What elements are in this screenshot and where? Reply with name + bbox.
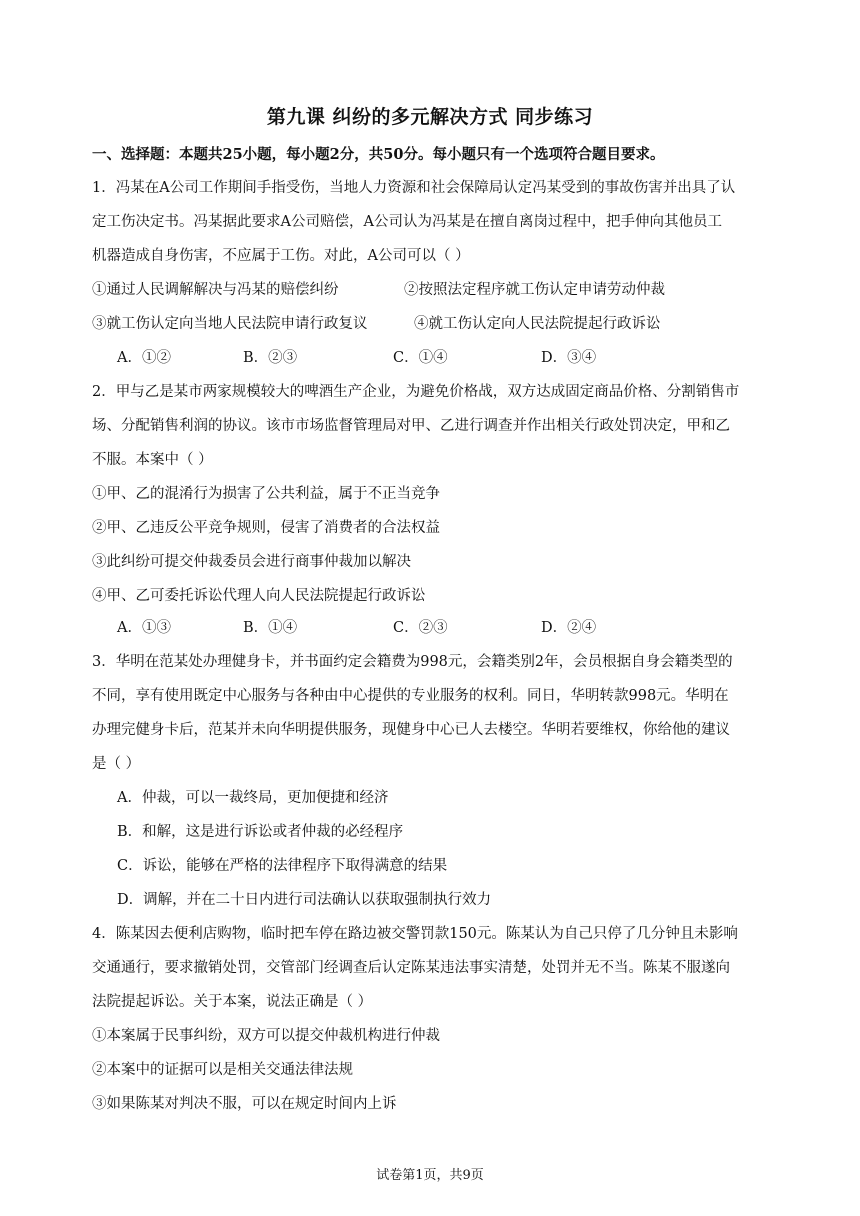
- q4-stem-line1: 4．陈某因去便利店购物，临时把车停在路边被交警罚款150元。陈某认为自己只停了几分钟且未影响: [92, 926, 738, 942]
- q2-option-b: B．①④: [243, 620, 298, 636]
- q1-stem-line2: 定工伤决定书。冯某据此要求A公司赔偿，A公司认为冯某是在擅自离岗过程中，把手伸向其他员工: [92, 214, 722, 230]
- q2-option-a: A．①③: [117, 620, 171, 636]
- q3-stem-line1: 3．华明在范某处办理健身卡，并书面约定会籍费为998元，会籍类别2年，会员根据自身会籍类型的: [92, 654, 733, 670]
- q3-stem-line3: 办理完健身卡后，范某并未向华明提供服务，现健身中心已人去楼空。华明若要维权，你给他的建议: [92, 722, 730, 738]
- q2-stem-line3: 不服。本案中（ ）: [92, 452, 213, 468]
- q4-stem-line3: 法院提起诉讼。关于本案，说法正确是（ ）: [92, 994, 373, 1010]
- q3-option-b: B．和解，这是进行诉讼或者仲裁的必经程序: [117, 824, 404, 840]
- q1-option-b: B．②③: [243, 350, 298, 366]
- q2-statement-4: ④甲、乙可委托诉讼代理人向人民法院提起行政诉讼: [92, 588, 426, 604]
- q1-stem-line3: 机器造成自身伤害，不应属于工伤。对此，A公司可以（ ）: [92, 248, 470, 264]
- q3-option-c: C．诉讼，能够在严格的法律程序下取得满意的结果: [117, 858, 448, 874]
- q2-stem-line2: 场、分配销售利润的协议。该市市场监督管理局对甲、乙进行调查并作出相关行政处罚决定，甲和乙: [92, 418, 730, 434]
- q1-option-a: A．①②: [117, 350, 171, 366]
- q1-statements-row2: [92, 312, 661, 333]
- q2-statement-1: ①甲、乙的混淆行为损害了公共利益，属于不正当竞争: [92, 486, 440, 502]
- q3-option-d: D．调解，并在二十日内进行司法确认以获取强制执行效力: [117, 892, 492, 908]
- q3-option-a: A．仲裁，可以一裁终局，更加便捷和经济: [117, 790, 389, 806]
- q4-statement-3: ③如果陈某对判决不服，可以在规定时间内上诉: [92, 1096, 397, 1112]
- q1-statement-3: ③就工伤认定向当地人民法院申请行政复议: [92, 316, 368, 332]
- q1-stem-line1: 1．冯某在A公司工作期间手指受伤，当地人力资源和社会保障局认定冯某受到的事故伤害并出具了认: [92, 180, 736, 196]
- q2-option-c: C．②③: [393, 620, 448, 636]
- q1-options: [117, 346, 596, 367]
- q4-statement-2: ②本案中的证据可以是相关交通法律法规: [92, 1062, 353, 1078]
- q3-stem-line4: 是（ ）: [92, 756, 141, 772]
- q2-option-d: D．②④: [541, 620, 597, 636]
- page-title: 第九课 纠纷的多元解决方式 同步练习: [266, 106, 594, 128]
- q1-statement-2: ②按照法定程序就工伤认定申请劳动仲裁: [404, 282, 665, 298]
- q4-stem-line2: 交通通行，要求撤销处罚，交管部门经调查后认定陈某违法事实清楚，处罚并无不当。陈某不服遂向: [92, 960, 730, 976]
- page-footer: 试卷第1页，共9页: [376, 1168, 484, 1183]
- q1-statement-4: ④就工伤认定向人民法院提起行政诉讼: [414, 316, 661, 332]
- q2-statement-3: ③此纠纷可提交仲裁委员会进行商事仲裁加以解决: [92, 554, 411, 570]
- q2-options: [117, 616, 596, 637]
- q2-stem-line1: 2．甲与乙是某市两家规模较大的啤酒生产企业，为避免价格战，双方达成固定商品价格、分割销售市: [92, 384, 740, 400]
- q1-option-d: D．③④: [541, 350, 597, 366]
- q3-stem-line2: 不同，享有使用既定中心服务与各种由中心提供的专业服务的权利。同日，华明转款998元。华明在: [92, 688, 729, 704]
- q4-statement-1: ①本案属于民事纠纷，双方可以提交仲裁机构进行仲裁: [92, 1028, 440, 1044]
- q1-statement-1: ①通过人民调解解决与冯某的赔偿纠纷: [92, 282, 339, 298]
- section-heading: 一、选择题：本题共25小题，每小题2分，共50分。每小题只有一个选项符合题目要求。: [92, 146, 665, 163]
- q2-statement-2: ②甲、乙违反公平竞争规则，侵害了消费者的合法权益: [92, 520, 440, 536]
- q1-statements-row1: [92, 278, 665, 299]
- q1-option-c: C．①④: [393, 350, 448, 366]
